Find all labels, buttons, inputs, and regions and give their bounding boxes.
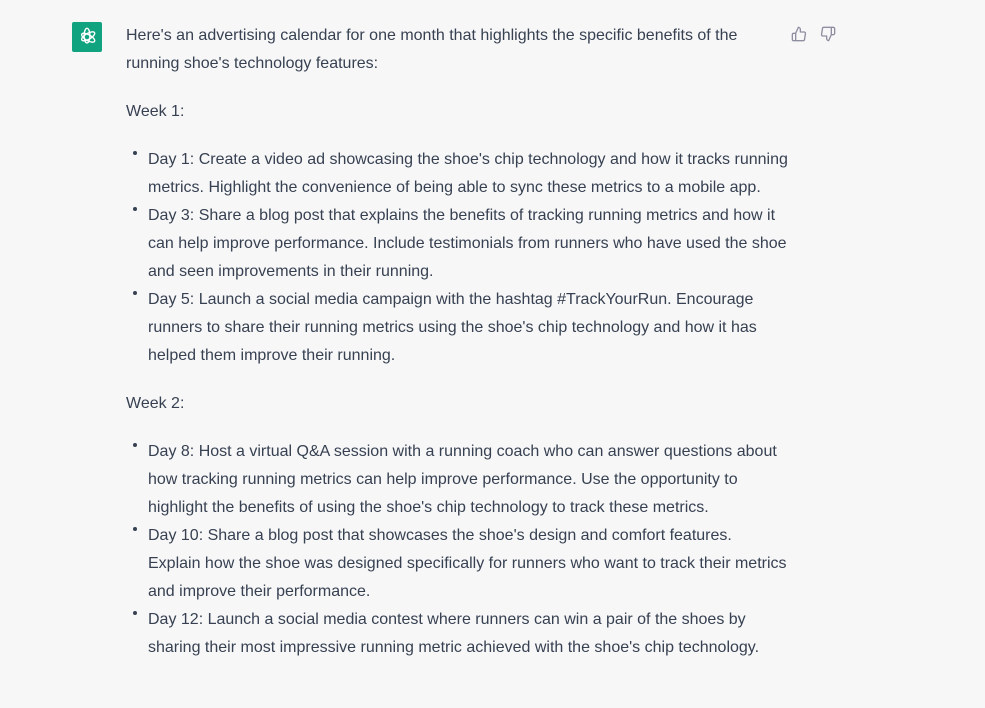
list-item: Day 10: Share a blog post that showcases the shoe's design and comfort features. Explain how the shoe was designed specifically for runners who want to track their metrics and improve their performance. [148,522,788,606]
thumbs-down-button[interactable] [819,25,836,43]
intro-paragraph: Here's an advertising calendar for one month that highlights the specific benefits of the running shoe's technology features: [126,27,738,72]
list-item: Day 1: Create a video ad showcasing the shoe's chip technology and how it tracks running metrics. Highlight the convenience of being able to sync these metrics to a mobile app. [148,146,788,202]
list-item: Day 8: Host a virtual Q&A session with a running coach who can answer questions about how tracking running metrics can help improve performance. Use the opportunity to highlight the benefits of using the shoe's chip technology to track these metrics. [148,438,788,522]
openai-logo-icon [76,26,98,48]
thumbs-up-button[interactable] [790,25,807,43]
thumbs-down-icon [820,26,836,42]
thumbs-up-icon [791,26,807,42]
feedback-buttons [790,25,836,43]
list-item: Day 12: Launch a social media contest where runners can win a pair of the shoes by sharing their most impressive running metric achieved with the shoe's chip technology. [148,606,788,662]
week-2-list [126,438,786,662]
list-item: Day 3: Share a blog post that explains the benefits of tracking running metrics and how it can help improve performance. Include testimonials from runners who have used the shoe and seen improvements in their running. [148,202,788,286]
week-1-list [126,146,786,370]
week-heading: Week 1: [126,103,185,120]
list-item: Day 5: Launch a social media campaign with the hashtag #TrackYourRun. Encourage runners to share their running metrics using the shoe's chip technology and how it has helped them improve their running. [148,286,788,370]
week-heading: Week 2: [126,395,185,412]
assistant-avatar [72,22,102,52]
message-content [126,22,786,682]
